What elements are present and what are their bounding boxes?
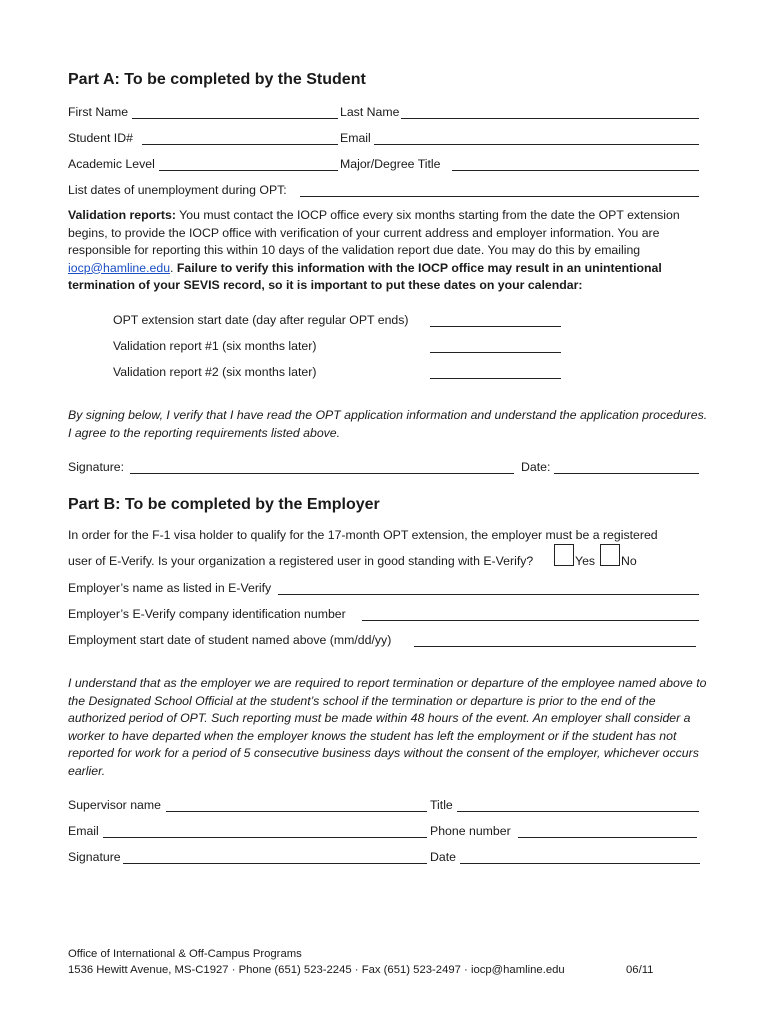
iocp-email-link[interactable]: iocp@hamline.edu <box>68 260 171 275</box>
title-field[interactable] <box>457 811 699 812</box>
academic-level-label: Academic Level <box>68 157 155 171</box>
start-date-field[interactable] <box>414 646 696 647</box>
academic-level-field[interactable] <box>159 170 338 171</box>
validation-text: You must contact the IOCP office every six months starting from the date the OPT extension begins, to provide the IOCP office with verification of your current address and employer information. You are responsible for reporting this within 10 days of the validation report due date. You may do this by emailing <box>68 208 680 257</box>
student-id-field[interactable] <box>142 144 338 145</box>
first-name-field[interactable] <box>132 118 338 119</box>
no-checkbox[interactable] <box>600 544 620 566</box>
validation-2-field[interactable] <box>430 378 561 379</box>
opt-start-field[interactable] <box>430 326 561 327</box>
last-name-label: Last Name <box>340 105 400 119</box>
title-label: Title <box>430 798 453 812</box>
academic-row <box>68 156 708 174</box>
employer-contact-row <box>68 823 708 841</box>
footer-address: 1536 Hewitt Avenue, MS-C1927 · Phone (651) 523-2245 · Fax (651) 523-2497 · iocp@hamline.edu <box>68 964 565 976</box>
student-signature-label: Signature: <box>68 460 125 474</box>
unemployment-field[interactable] <box>300 196 699 197</box>
employer-signature-row <box>68 849 708 867</box>
last-name-field[interactable] <box>401 118 699 119</box>
unemployment-row <box>68 182 708 200</box>
student-agreement: By signing below, I verify that I have read the OPT application information and understand the application procedures. I agree to the reporting requirements listed above. <box>68 408 708 440</box>
company-id-row <box>68 606 708 624</box>
company-id-field[interactable] <box>362 620 699 621</box>
start-date-label: Employment start date of student named above (mm/dd/yy) <box>68 633 392 647</box>
first-name-label: First Name <box>68 105 129 119</box>
student-id-label: Student ID# <box>68 131 133 145</box>
everify-question: user of E-Verify. Is your organization a registered user in good standing with E-Verify? <box>68 554 534 568</box>
student-signature-row <box>68 459 708 477</box>
yes-checkbox[interactable] <box>554 544 574 566</box>
opt-start-label: OPT extension start date (day after regular OPT ends) <box>113 313 409 327</box>
phone-label: Phone number <box>430 824 511 838</box>
employer-signature-field[interactable] <box>123 863 427 864</box>
unemployment-label: List dates of unemployment during OPT: <box>68 183 287 197</box>
validation-1-label: Validation report #1 (six months later) <box>113 339 317 353</box>
major-label: Major/Degree Title <box>340 157 441 171</box>
validation-2-row <box>113 364 563 382</box>
part-b-heading: Part B: To be completed by the Employer <box>68 496 380 513</box>
yes-label: Yes <box>575 554 596 568</box>
employer-date-label: Date <box>430 850 456 864</box>
validation-title: Validation reports: <box>68 208 176 222</box>
id-email-row <box>68 130 708 148</box>
supervisor-label: Supervisor name <box>68 798 161 812</box>
employer-email-label: Email <box>68 824 99 838</box>
employer-signature-label: Signature <box>68 850 121 864</box>
validation-paragraph <box>68 207 708 295</box>
employer-name-row <box>68 580 708 598</box>
student-email-field[interactable] <box>374 144 699 145</box>
student-signature-field[interactable] <box>130 473 514 474</box>
footer-office: Office of International & Off-Campus Programs <box>68 948 302 960</box>
major-field[interactable] <box>452 170 699 171</box>
validation-period: . <box>170 260 174 275</box>
supervisor-field[interactable] <box>166 811 427 812</box>
part-a-heading: Part A: To be completed by the Student <box>68 71 366 88</box>
employer-date-field[interactable] <box>460 863 700 864</box>
name-row <box>68 104 708 122</box>
footer-revision: 06/11 <box>626 964 654 976</box>
everify-question-row <box>68 553 708 571</box>
employer-email-field[interactable] <box>103 837 427 838</box>
employer-name-label: Employer’s name as listed in E-Verify <box>68 581 272 595</box>
validation-2-label: Validation report #2 (six months later) <box>113 365 317 379</box>
employer-statement: I understand that as the employer we are required to report termination or departure of the employee named above to the Designated School Official at the student’s school if the termination or departure is prior to the end of the authorized period of OPT. Such reporting must be made within 48 hours of the event. An employer shall consider a worker to have departed when the employer knows the student has left the employment or if the student has not reported for work for a period of 5 consecutive business days without the consent of the employer, whichever occurs earlier. <box>68 676 707 778</box>
validation-1-field[interactable] <box>430 352 561 353</box>
supervisor-row <box>68 797 708 815</box>
validation-warning: Failure to verify this information with the IOCP office may result in an unintentional termination of your SEVIS record, so it is important to put these dates on your calendar: <box>68 260 662 292</box>
validation-1-row <box>113 338 563 356</box>
email-label: Email <box>340 131 371 145</box>
employer-name-field[interactable] <box>278 594 699 595</box>
student-date-field[interactable] <box>554 473 699 474</box>
start-date-row <box>68 632 708 650</box>
student-date-label: Date: <box>521 460 551 474</box>
opt-start-row <box>113 312 563 330</box>
company-id-label: Employer’s E-Verify company identification number <box>68 607 346 621</box>
phone-field[interactable] <box>518 837 697 838</box>
everify-line-1: In order for the F-1 visa holder to qualify for the 17-month OPT extension, the employer must be a registered <box>68 528 658 542</box>
no-label: No <box>621 554 637 568</box>
